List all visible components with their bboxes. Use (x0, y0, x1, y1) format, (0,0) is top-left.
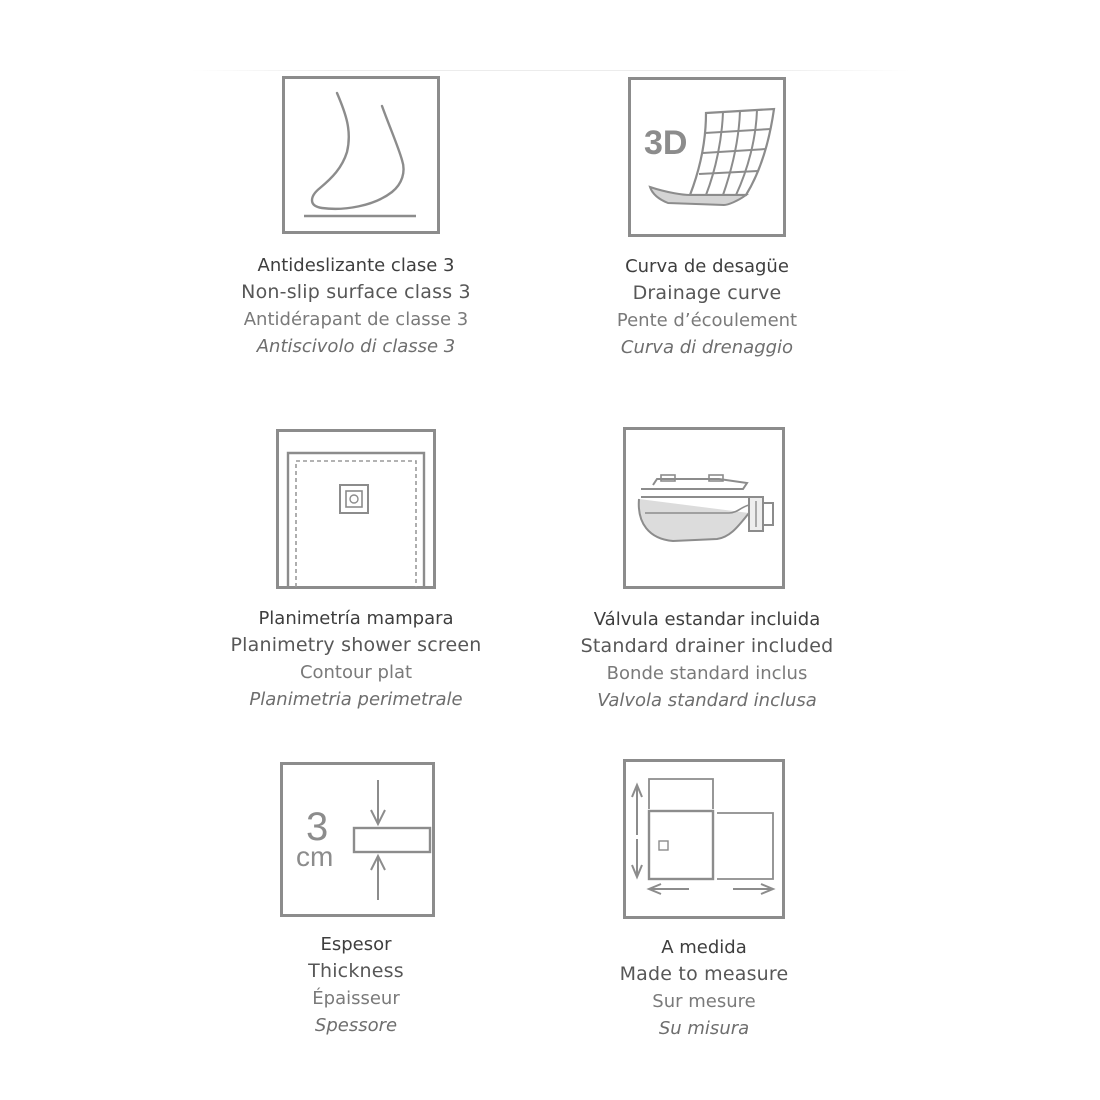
feature-title-fr: Bonde standard inclus (606, 663, 808, 684)
feature-title-it: Antiscivolo di classe 3 (256, 336, 456, 357)
foot-icon (282, 76, 440, 234)
top-divider (190, 70, 910, 71)
icon-3d-label: 3D (644, 124, 688, 162)
drain-valve-icon (623, 427, 785, 589)
feature-title-en: Thickness (308, 960, 404, 982)
feature-title-es: A medida (661, 937, 747, 958)
feature-title-it: Planimetria perimetrale (249, 689, 463, 710)
feature-title-en: Made to measure (619, 963, 789, 985)
feature-title-it: Spessore (314, 1015, 398, 1036)
icon-number: 3 (306, 805, 329, 849)
feature-title-en: Drainage curve (632, 282, 782, 304)
feature-title-en: Non-slip surface class 3 (241, 281, 471, 303)
feature-title-fr: Contour plat (299, 662, 413, 683)
feature-title-es: Antideslizante clase 3 (257, 255, 455, 276)
feature-title-fr: Sur mesure (652, 991, 756, 1012)
feature-title-es: Planimetría mampara (258, 608, 454, 629)
icon-unit: cm (296, 841, 334, 872)
made-to-measure-icon (623, 759, 785, 919)
feature-title-en: Standard drainer included (580, 635, 834, 657)
3d-grid-icon (628, 77, 786, 237)
feature-title-fr: Pente d’écoulement (616, 310, 798, 331)
feature-title-fr: Épaisseur (312, 988, 400, 1009)
feature-title-en: Planimetry shower screen (230, 634, 482, 656)
feature-title-it: Su misura (658, 1018, 750, 1039)
feature-title-fr: Antidérapant de classe 3 (243, 309, 469, 330)
feature-title-it: Curva di drenaggio (620, 337, 794, 358)
feature-title-es: Válvula estandar incluida (593, 609, 821, 630)
feature-title-es: Espesor (320, 934, 392, 955)
feature-title-it: Valvola standard inclusa (597, 690, 817, 711)
thickness-icon (280, 762, 435, 917)
feature-title-es: Curva de desagüe (625, 256, 789, 277)
shower-plan-icon (276, 429, 436, 589)
